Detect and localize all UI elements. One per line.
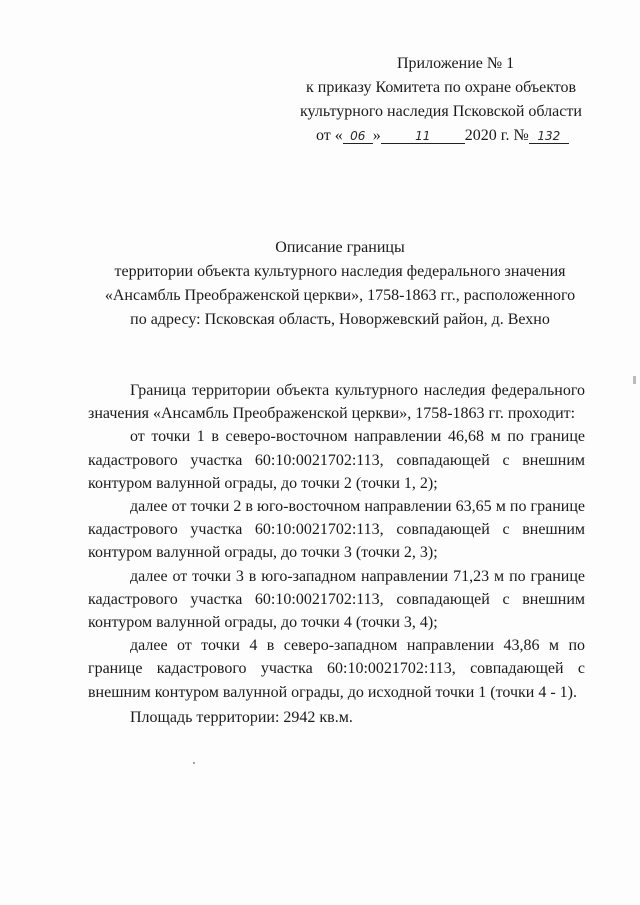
appendix-order-line: к приказу Комитета по охране объектов — [306, 79, 577, 96]
title-line-2: территории объекта культурного наследия федерального значения — [114, 263, 566, 280]
area-paragraph: Площадь территории: 2942 кв.м. — [130, 708, 353, 726]
segment-paragraph-2: далее от точки 2 в юго-восточном направлении 63,65 м по границе кадастрового участка 60:10:0021702:113, совпадающей с внешним контуром валунной ограды, до точки 3 (точки 2, 3); — [88, 498, 585, 562]
date-mid: » — [372, 127, 381, 144]
date-month-field: 11 — [381, 129, 465, 144]
intro-paragraph: Граница территории объекта культурного наследия федерального значения «Ансамбль Преображенской церкви», 1758-1863 гг. проходит: — [88, 382, 585, 423]
segment-paragraph-1: от точки 1 в северо-восточном направлении 46,68 м по границе кадастрового участка 60:10:0021702:113, совпадающей с внешним контуром валунной ограды, до точки 2 (точки 1, 2); — [88, 428, 585, 492]
appendix-header — [300, 52, 600, 148]
title-line-4: по адресу: Псковская область, Новоржевский район, д. Вехно — [130, 311, 550, 328]
appendix-number: Приложение № 1 — [397, 55, 515, 72]
date-year: 2020 г. № — [464, 127, 529, 144]
date-day-field: 06 — [343, 129, 373, 144]
title-line-3: «Ансамбль Преображенской церкви», 1758-1863 гг., расположенного — [104, 287, 576, 304]
segment-paragraph-4: далее от точки 4 в северо-западном направлении 43,86 м по границе кадастрового участка 60:10:0021702:113, совпадающей с внешним контуром валунной ограды, до исходной точки 1 (точки 4 - 1). — [88, 637, 585, 701]
order-number-field: 132 — [529, 129, 569, 144]
document-title — [90, 236, 590, 332]
scan-edge-mark — [633, 376, 636, 384]
document-body — [88, 379, 585, 729]
segment-paragraph-3: далее от точки 3 в юго-западном направлении 71,23 м по границе кадастрового участка 60:10:0021702:113, совпадающей с внешним контуром валунной ограды, до точки 4 (точки 3, 4); — [88, 567, 585, 632]
scan-speck — [193, 762, 195, 764]
appendix-committee-line: культурного наследия Псковской области — [300, 103, 582, 120]
title-line-1: Описание границы — [275, 239, 405, 256]
date-prefix: от « — [316, 127, 343, 144]
appendix-date-line — [300, 124, 600, 148]
